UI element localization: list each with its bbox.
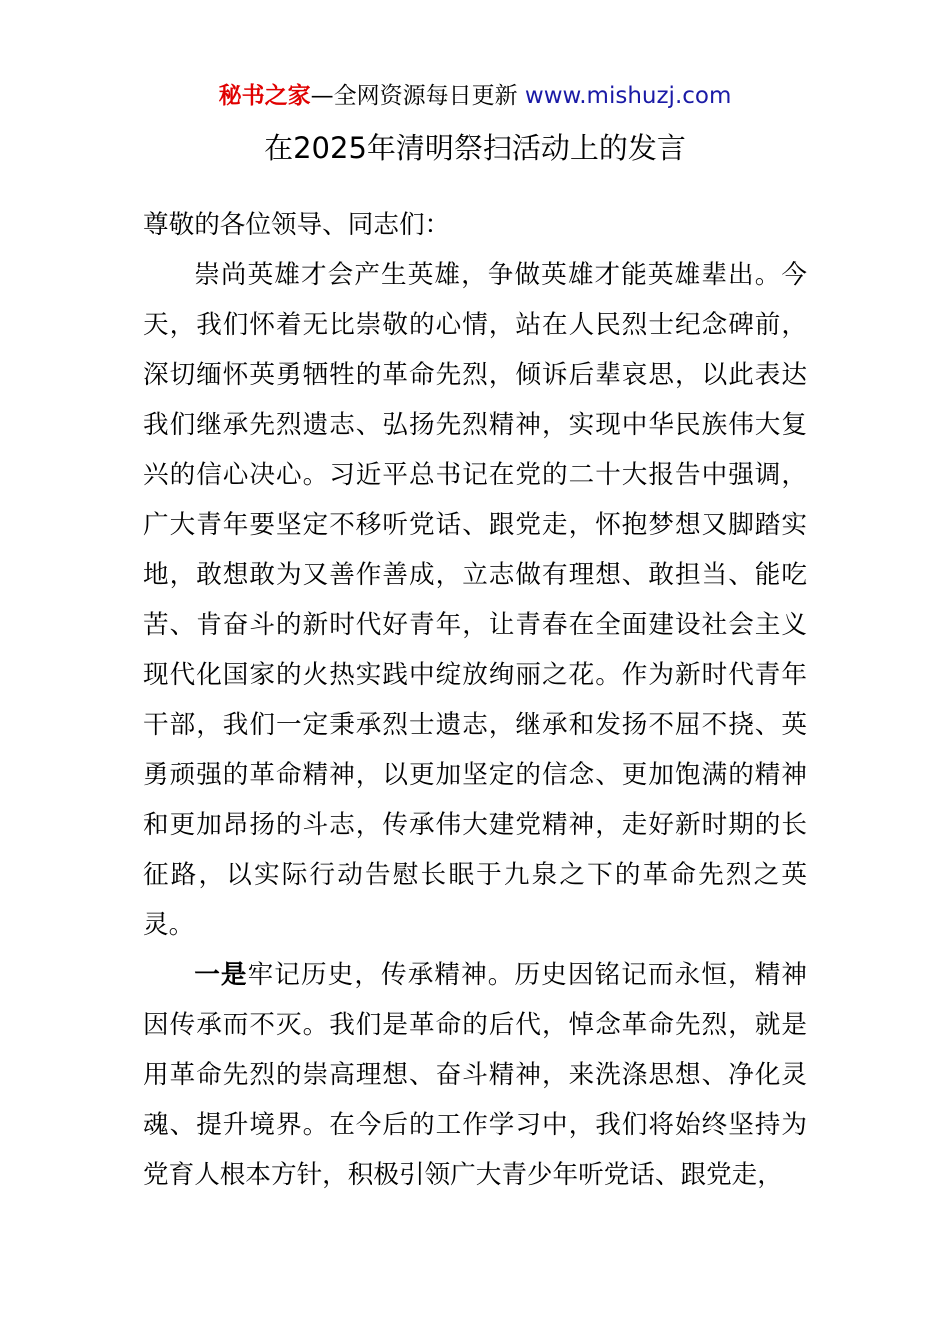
- paragraph: [143, 950, 807, 1200]
- site-header: [0, 80, 950, 112]
- paragraph-lead: 一是: [194, 960, 248, 990]
- paragraph-text: 牢记历史，传承精神。历史因铭记而永恒，精神因传承而不灭。我们是革命的后代，悼念革命先烈，就是用革命先烈的崇高理想、奋斗精神，来洗涤思想、净化灵魂、提升境界。在今后的工作学习中，我们将始终坚持为党育人根本方针，积极引领广大青少年听党话、跟党走，: [143, 960, 807, 1190]
- document-body: [143, 200, 807, 1200]
- document-title: 在2025年清明祭扫活动上的发言: [264, 131, 686, 165]
- site-tagline: —全网资源每日更新: [310, 83, 525, 109]
- site-name: 秘书之家: [218, 83, 311, 109]
- salutation: 尊敬的各位领导、同志们：: [143, 210, 451, 240]
- paragraph: [143, 250, 807, 950]
- paragraph-text: 崇尚英雄才会产生英雄，争做英雄才能英雄辈出。今天，我们怀着无比崇敬的心情，站在人民烈士纪念碑前，深切缅怀英勇牺牲的革命先烈，倾诉后辈哀思，以此表达我们继承先烈遗志、弘扬先烈精神，实现中华民族伟大复兴的信心决心。习近平总书记在党的二十大报告中强调，广大青年要坚定不移听党话、跟党走，怀抱梦想又脚踏实地，敢想敢为又善作善成，立志做有理想、敢担当、能吃苦、肯奋斗的新时代好青年，让青春在全面建设社会主义现代化国家的火热实践中绽放绚丽之花。作为新时代青年干部，我们一定秉承烈士遗志，继承和发扬不屈不挠、英勇顽强的革命精神，以更加坚定的信念、更加饱满的精神和更加昂扬的斗志，传承伟大建党精神，走好新时期的长征路，以实际行动告慰长眠于九泉之下的革命先烈之英灵。: [143, 260, 807, 940]
- site-url-link[interactable]: www.mishuzj.com: [524, 83, 732, 109]
